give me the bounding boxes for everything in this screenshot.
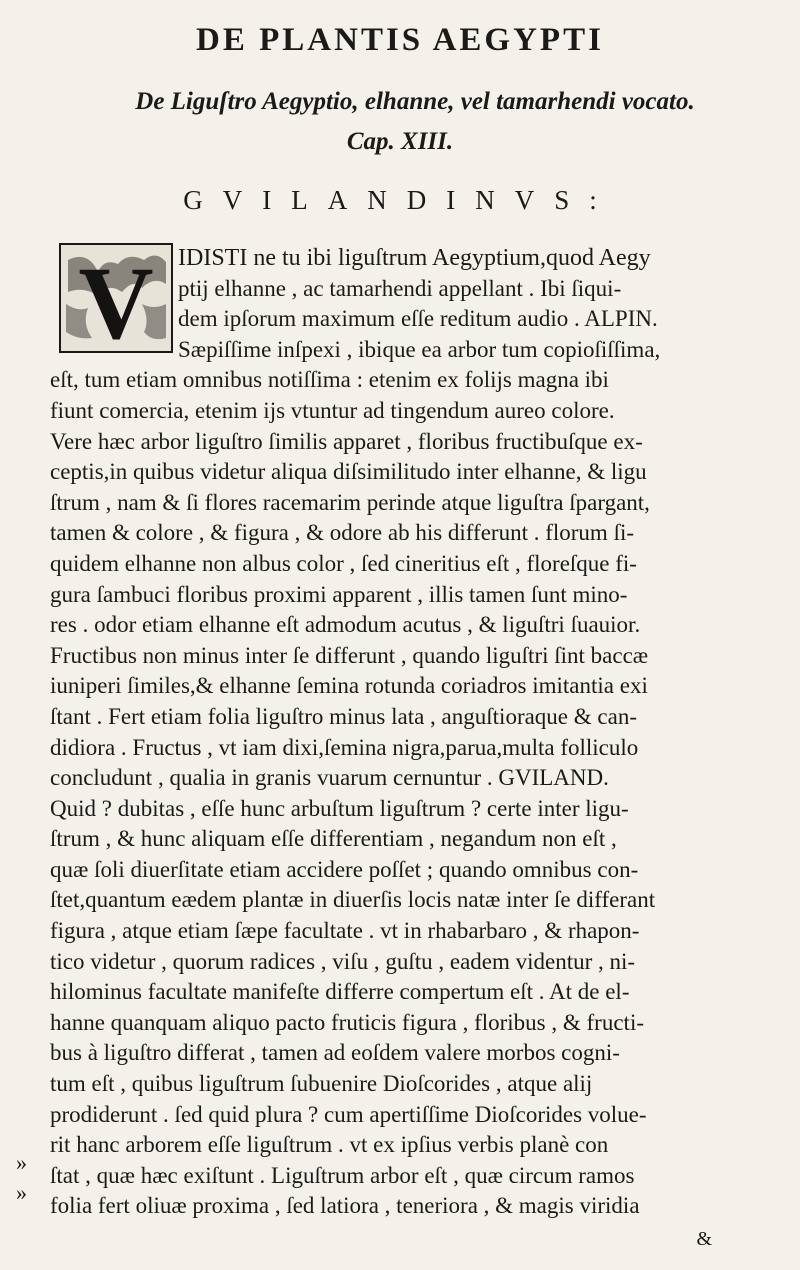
text-line: quidem elhanne non albus color , ſed cineritius eſt , floreſque fi- <box>50 550 637 576</box>
text-line: concludunt , qualia in granis vuarum cernuntur . GVILAND. <box>50 765 609 791</box>
text-line: IDISTI ne tu ibi liguſtrum Aegyptium,quod Aegy <box>178 245 651 271</box>
catchword: & <box>696 1228 712 1250</box>
text-line: hilominus facultate manifeſte differre compertum eſt . At de el- <box>50 979 630 1005</box>
marginal-quote-mark: » <box>16 1150 27 1175</box>
text-line: tum eſt , quibus liguſtrum ſubuenire Dioſcorides , atque alij <box>50 1071 593 1097</box>
marginal-quote-mark: » <box>16 1180 27 1205</box>
text-line: iuniperi ſimiles,& elhanne ſemina rotunda coriadros imitantia exi <box>50 673 648 699</box>
text-line: ſtrum , & hunc aliquam eſſe differentiam , negandum non eſt , <box>50 826 617 852</box>
text-line: quæ ſoli diuerſitate etiam accidere poſſet ; quando omnibus con- <box>50 856 639 882</box>
text-line: Quid ? dubitas , eſſe hunc arbuſtum liguſtrum ? certe inter ligu- <box>50 795 629 821</box>
text-line: fiunt comercia, etenim ijs vtuntur ad tingendum aureo colore. <box>50 397 615 423</box>
text-line: ſtrum , nam & ſi flores racemarim perinde atque liguſtra ſpargant, <box>50 489 650 515</box>
text-line: prodiderunt . ſed quid plura ? cum apertiſſime Dioſcorides volue- <box>50 1101 647 1127</box>
speaker-heading: GVILANDINVS: <box>183 185 617 215</box>
text-line: ptij elhanne , ac tamarhendi appellant . Ibi ſiqui- <box>178 275 622 301</box>
text-line: res . odor etiam elhanne eſt admodum acutus , & liguſtri ſuauior. <box>50 612 641 638</box>
text-line: ceptis,in quibus videtur aliqua diſsimilitudo inter elhanne, & ligu <box>50 459 647 485</box>
text-line: hanne quanquam aliquo pacto fruticis figura , floribus , & fructi- <box>50 1009 644 1035</box>
text-line: eſt, tum etiam omnibus notiſſima : etenim ex folijs magna ibi <box>50 367 609 393</box>
text-line: Sæpiſſime inſpexi , ibique ea arbor tum copioſiſſima, <box>178 336 661 362</box>
chapter-number: Cap. XIII. <box>346 128 454 155</box>
text-line: Vere hæc arbor liguſtro ſimilis apparet , floribus fructibuſque ex- <box>50 428 643 454</box>
body-text <box>50 243 765 1222</box>
text-line: dem ipſorum maximum eſſe reditum audio . ALPIN. <box>178 306 658 332</box>
text-line: tamen & colore , & figura , & odore ab his differunt . florum ſi- <box>50 520 635 546</box>
text-line: rit hanc arborem eſſe liguſtrum . vt ex ipſius verbis planè con <box>50 1132 609 1158</box>
text-line: Fructibus non minus inter ſe differunt , quando liguſtri ſint baccæ <box>50 642 649 668</box>
text-line: ſtet,quantum eædem plantæ in diuerſis locis natæ inter ſe differant <box>50 887 656 913</box>
chapter-title: De Liguſtro Aegyptio, elhanne, vel tamarhendi vocato. <box>135 88 695 115</box>
text-line: figura , atque etiam ſæpe facultate . vt in rhabarbaro , & rhapon- <box>50 918 640 944</box>
text-line: ſtant . Fert etiam folia liguſtro minus lata , anguſtioraque & can- <box>50 703 637 729</box>
text-line: folia fert oliuæ proxima , ſed latiora , teneriora , & magis viridia <box>50 1193 640 1219</box>
text-line: gura ſambuci floribus proximi apparent , illis tamen ſunt mino- <box>50 581 628 607</box>
text-line: bus à liguſtro differat , tamen ad eoſdem valere morbos cogni- <box>50 1040 620 1066</box>
initial-letter: V <box>78 246 154 354</box>
text-line: tico videtur , quorum radices , viſu , guſtu , eadem videntur , ni- <box>50 948 636 974</box>
text-line: ſtat , quæ hæc exiſtunt . Liguſtrum arbor eſt , quæ circum ramos <box>50 1162 635 1188</box>
running-head: DE PLANTIS AEGYPTI <box>196 22 604 58</box>
text-line: didiora . Fructus , vt iam dixi,ſemina nigra,parua,multa folliculo <box>50 734 639 760</box>
